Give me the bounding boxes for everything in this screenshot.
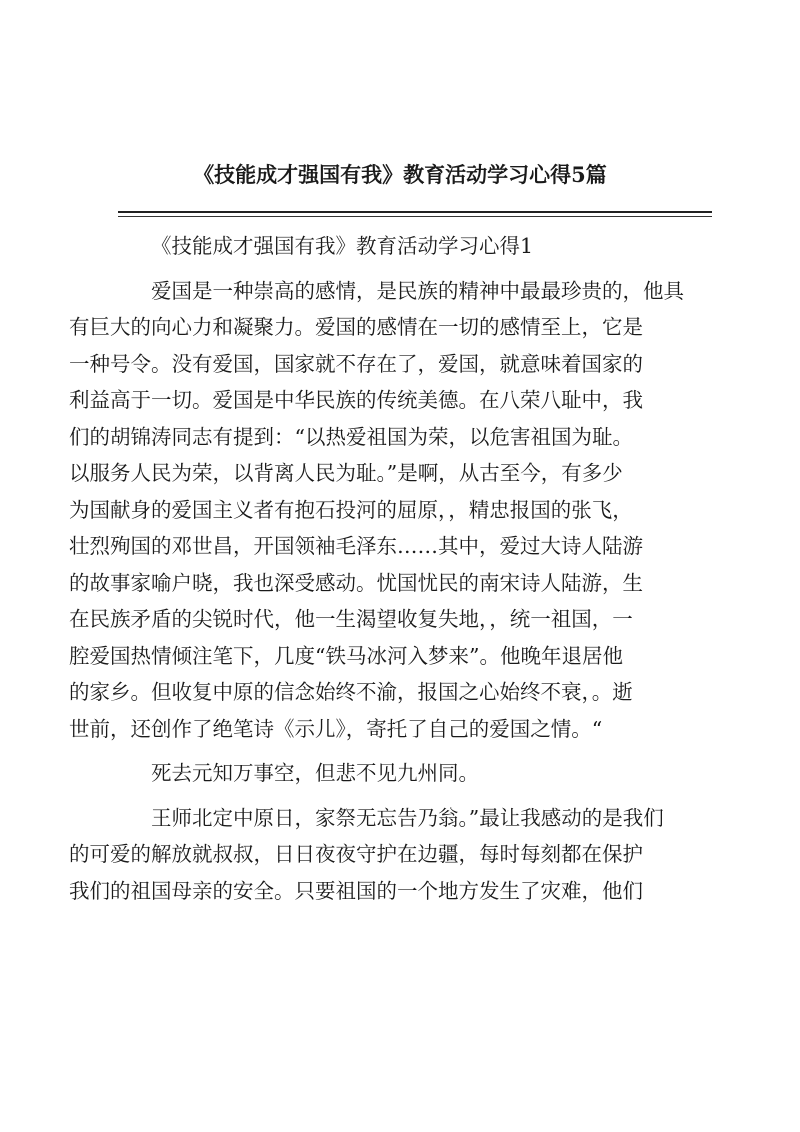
paragraph bbox=[110, 755, 710, 792]
text-line: 王师北定中原日，家祭无忘告乃翁。”最让我感动的是我们 bbox=[151, 805, 664, 830]
text-line: 有巨大的向心力和凝聚力。爱国的感情在一切的感情至上，它是 bbox=[69, 315, 643, 339]
text-line: 《技能成才强国有我》教育活动学习心得1 bbox=[151, 234, 534, 258]
text-line: 利益高于一切。爱国是中华民族的传统美德。在八荣八耻中，我 bbox=[69, 388, 643, 412]
document-body bbox=[69, 228, 710, 909]
text-line: 爱国是一种崇高的感情，是民族的精神中最最珍贵的，他具 bbox=[151, 278, 684, 303]
document-title: 《技能成才强国有我》教育活动学习心得5篇 bbox=[193, 162, 607, 187]
text-line: 壮烈殉国的邓世昌，开国领袖毛泽东……其中，爱过大诗人陆游 bbox=[69, 534, 643, 558]
paragraph bbox=[69, 273, 710, 748]
title-rule-thick bbox=[118, 211, 712, 213]
text-line: 在民族矛盾的尖锐时代，他一生渴望收复失地，，统一祖国，一 bbox=[69, 607, 633, 631]
text-line: 我们的祖国母亲的安全。只要祖国的一个地方发生了灾难，他们 bbox=[69, 878, 643, 903]
text-line: 为国献身的爱国主义者有抱石投河的屈原，，精忠报国的张飞， bbox=[69, 497, 633, 522]
title-rule-thin bbox=[118, 216, 712, 217]
text-line: 以服务人民为荣，以背离人民为耻。”是啊，从古至今，有多少 bbox=[69, 461, 623, 485]
text-line: 的可爱的解放就叔叔，日日夜夜守护在边疆，每时每刻都在保护 bbox=[69, 842, 643, 866]
text-line: 死去元知万事空，但悲不见九州同。 bbox=[151, 761, 479, 785]
text-line: 世前，还创作了绝笔诗《示儿》，寄托了自己的爱国之情。“ bbox=[69, 716, 603, 741]
text-line: 一种号令。没有爱国，国家就不存在了，爱国，就意味着国家的 bbox=[69, 351, 643, 376]
section-heading bbox=[110, 228, 710, 265]
text-line: 的家乡。但收复中原的信念始终不渝，报国之心始终不衰，。逝 bbox=[69, 680, 633, 704]
paragraph bbox=[69, 800, 710, 910]
text-line: 们的胡锦涛同志有提到：“以热爱祖国为荣，以危害祖国为耻。 bbox=[69, 424, 633, 449]
text-line: 的故事家喻户晓，我也深受感动。忧国忧民的南宋诗人陆游，生 bbox=[69, 570, 643, 595]
text-line: 腔爱国热情倾注笔下，几度“铁马冰河入梦来”。他晚年退居他 bbox=[69, 643, 623, 668]
